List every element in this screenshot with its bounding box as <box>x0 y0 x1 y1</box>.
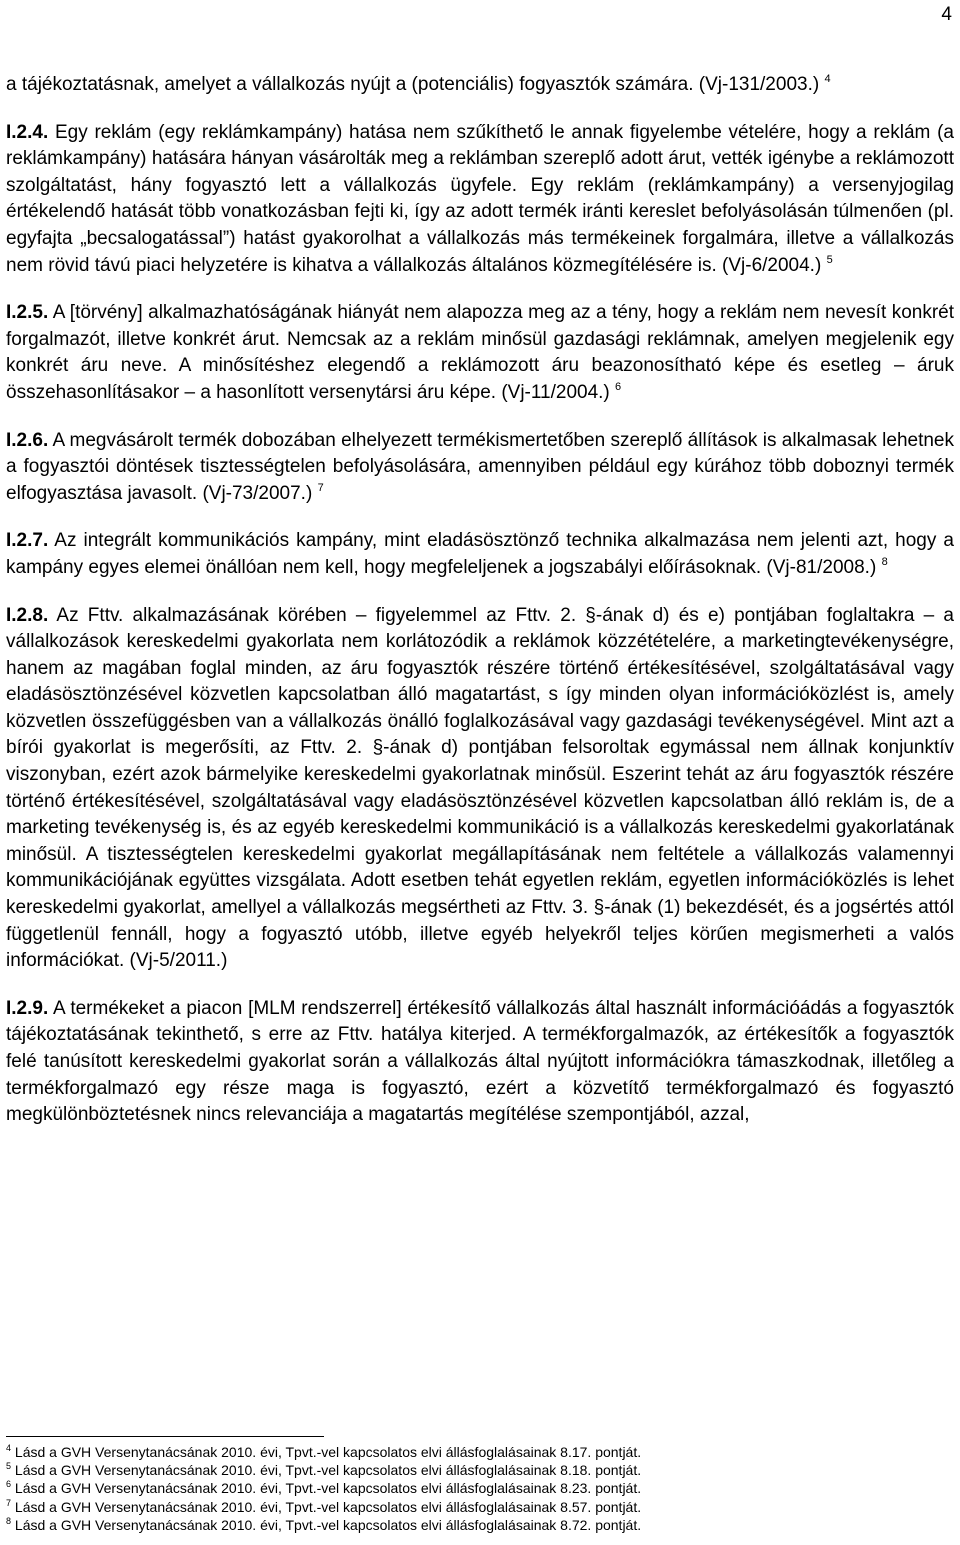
section-number: I.2.9. <box>6 997 49 1019</box>
paragraph-intro <box>6 72 954 99</box>
paragraph-text: A [törvény] alkalmazhatóságának hiányát nem alapozza meg az a tény, hogy a reklám nem nevesít konkrét forgalmazót, illetve konkrét árut. Nemcsak az a reklám minősül gazdasági reklámnak, amelyen megjelenik egy konkrét áru neve. A minősítéshez elegendő a reklámozott áru beazonosítható képe és esetleg – áruk összehasonlításakor – a hasonlított versenytársi áru képe. (Vj-11/2004.) <box>6 302 955 403</box>
paragraph-text: Az Fttv. alkalmazásának körében – figyelemmel az Fttv. 2. §-ának d) és e) pontjában foglaltakra – a vállalkozások kereskedelmi gyakorlata nem korlátozódik a reklámok közzétételére, a marketingtevékenységre, hanem az magában foglal minden, az áru fogyasztók részére történő értékesítésével, szolgáltatásával vagy eladásösztönzésével közvetlen kapcsolatban álló magatartást, s így minden olyan információközlést is, amely közvetlen összefüggésben van a vállalkozás önálló foglalkozásával vagy gazdasági tevékenységével. Mint azt a bírói gyakorlat is megerősíti, az Fttv. 2. §-ának d) pontjában felsoroltak egymással nem állnak konjunktív viszonyban, ezért azok bármelyike kereskedelmi gyakorlatnak minősül. Eszerint tehát az áru fogyasztók részére történő értékesítésével, szolgáltatásával vagy eladásösztönzésével közvetlen kapcsolatban álló reklám is, de a marketing tevékenység is, és az egyéb kereskedelmi kommunikáció is a vállalkozás kereskedelmi gyakorlatának minősül. A tisztességtelen kereskedelmi gyakorlat megállapításának nem feltétele a vállalkozás valamennyi kommunikációjának együttes vizsgálata. Adott esetben tehát egyetlen reklám, egyetlen információközlés is lehet kereskedelmi gyakorlat, amellyel a vállalkozás megsértheti az Fttv. 3. §-ának (1) bekezdését, és a jogsértés attól függetlenül fennáll, hogy a fogyasztó utóbb, illetve egyéb helyekről teljes körűen megismerheti a valós információkat. (Vj-5/2011.) <box>6 604 955 972</box>
footnote-ref[interactable]: 7 <box>317 481 324 494</box>
paragraph-text: Az integrált kommunikációs kampány, mint eladásösztönző technika alkalmazása nem jelenti azt, hogy a kampány egyes elemei önállóan nem kell, hogy megfeleljenek a jogszabályi előírásoknak. (Vj-81/2008.) <box>6 530 954 578</box>
footnote-text: Lásd a GVH Versenytanácsának 2010. évi, Tpvt.-vel kapcsolatos elvi állásfoglalásainak 8.72. pontját. <box>14 1516 642 1533</box>
paragraph-section <box>6 120 954 280</box>
footnote <box>6 1461 954 1479</box>
footnotes <box>6 1436 954 1534</box>
footnote <box>6 1516 954 1534</box>
footnote-ref[interactable]: 8 <box>881 555 888 568</box>
paragraph-section <box>6 300 954 406</box>
footnote-divider <box>6 1436 324 1437</box>
footnote-number: 4 <box>6 1443 12 1453</box>
footnote-text: Lásd a GVH Versenytanácsának 2010. évi, Tpvt.-vel kapcsolatos elvi állásfoglalásainak 8.23. pontját. <box>14 1480 642 1497</box>
paragraph-section <box>6 996 954 1129</box>
paragraph-section <box>6 603 954 975</box>
section-number: I.2.4. <box>6 121 49 143</box>
footnote <box>6 1498 954 1516</box>
paragraph-text: Egy reklám (egy reklámkampány) hatása nem szűkíthető le annak figyelembe vételére, hogy a reklám (a reklámkampány) hatására hányan vásárolták meg a reklámban szereplő adott árut, vették igénybe a reklámozott szolgáltatást, hány fogyasztó lett a vállalkozás ügyfele. Egy reklám (reklámkampány) a versenyjogilag értékelendő hatását több vonatkozásban fejti ki, így az adott termék iránti kereslet befolyásolásán túlmenően (pl. egyfajta „becsalogatással”) hatást gyakorolhat a vállalkozás más termékeinek forgalmára, illetve a vállalkozás nem rövid távú piaci helyzetére is kihatva a vállalkozás általános közmegítélésére is. (Vj-6/2004.) <box>6 121 954 276</box>
document-body <box>6 72 954 1129</box>
footnote-text: Lásd a GVH Versenytanácsának 2010. évi, Tpvt.-vel kapcsolatos elvi állásfoglalásainak 8.18. pontját. <box>14 1462 642 1479</box>
footnote-text: Lásd a GVH Versenytanácsának 2010. évi, Tpvt.-vel kapcsolatos elvi állásfoglalásainak 8.57. pontját. <box>14 1498 642 1515</box>
paragraph-text: A termékeket a piacon [MLM rendszerrel] értékesítő vállalkozás által használt információádás a fogyasztók tájékoztatásának tekinthető, s erre az Fttv. hatálya kiterjed. A termékforgalmazók, az értékesítők a fogyasztók felé tanúsított kereskedelmi gyakorlat során a vállalkozás által nyújtott információkra támaszkodnak, illetőleg a termékforgalmazó egy része maga is fogyasztó, ezért a közvetítő termékforgalmazó és fogyasztó megkülönböztetésnek nincs relevanciája a magatartás megítélése szempontjából, azzal, <box>6 997 955 1126</box>
section-number: I.2.8. <box>6 604 49 626</box>
footnote-ref[interactable]: 6 <box>615 380 622 393</box>
footnote-number: 8 <box>6 1515 12 1526</box>
footnote-ref[interactable]: 5 <box>826 253 833 266</box>
section-number: I.2.6. <box>6 429 49 451</box>
footnote-number: 6 <box>6 1479 12 1490</box>
section-number: I.2.5. <box>6 302 49 324</box>
page-number: 4 <box>941 4 952 25</box>
footnote <box>6 1479 954 1497</box>
footnote <box>6 1443 954 1461</box>
footnote-number: 5 <box>6 1461 12 1472</box>
footnote-number: 7 <box>6 1497 12 1508</box>
section-number: I.2.7. <box>6 530 49 552</box>
footnote-ref[interactable]: 4 <box>824 73 831 85</box>
paragraph-text: A megvásárolt termék dobozában elhelyezett termékismertetőben szereplő állítások is alkalmasak lehetnek a fogyasztói döntések tisztességtelen befolyásolására, amennyiben például egy kúrához több doboznyi termék elfogyasztása javasolt. (Vj-73/2007.) <box>6 429 954 504</box>
footnote-text: Lásd a GVH Versenytanácsának 2010. évi, Tpvt.-vel kapcsolatos elvi állásfoglalásainak 8.17. pontját. <box>14 1444 642 1460</box>
paragraph-section <box>6 528 954 581</box>
paragraph-text: a tájékoztatásnak, amelyet a vállalkozás nyújt a (potenciális) fogyasztók számára. (Vj-131/2003.) <box>6 74 820 95</box>
paragraph-section <box>6 428 954 508</box>
